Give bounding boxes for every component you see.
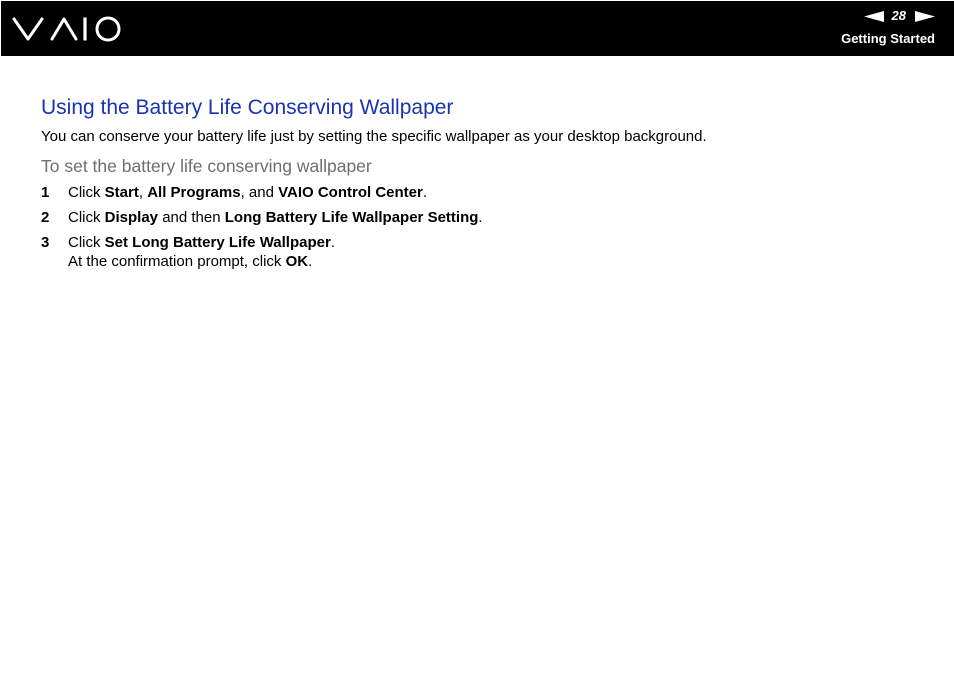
step-text: ,	[138, 184, 148, 201]
step-3	[41, 234, 921, 272]
menu-display: Display	[104, 209, 159, 226]
page-header	[1, 1, 954, 56]
intro-paragraph: You can conserve your battery life just by setting the specific wallpaper as your desktop background.	[41, 128, 707, 145]
step-number: 1	[41, 184, 50, 201]
prev-arrow-icon[interactable]	[864, 11, 884, 22]
step-number: 2	[41, 209, 50, 226]
step-number: 3	[41, 234, 50, 251]
page-title: Using the Battery Life Conserving Wallpaper	[41, 96, 454, 119]
procedure-heading: To set the battery life conserving wallpaper	[41, 156, 372, 176]
step-text: Click	[68, 234, 105, 251]
ok-button-ref: OK	[285, 253, 309, 270]
step-text: At the confirmation prompt, click	[68, 253, 286, 270]
step-text: and then	[158, 209, 225, 226]
step-2	[41, 209, 921, 227]
section-title: Getting Started	[841, 31, 935, 46]
vaio-logo	[12, 14, 124, 44]
step-1	[41, 184, 921, 202]
menu-all-programs: All Programs	[147, 184, 241, 201]
menu-start: Start	[104, 184, 139, 201]
page-number: 28	[891, 8, 906, 23]
page-navigation	[864, 8, 935, 24]
step-text: .	[422, 184, 428, 201]
menu-vaio-control-center: VAIO Control Center	[278, 184, 423, 201]
menu-set-long-battery-life-wallpaper: Set Long Battery Life Wallpaper	[104, 234, 331, 251]
page-content	[41, 95, 921, 279]
step-text: .	[308, 253, 313, 270]
step-text: , and	[240, 184, 279, 201]
steps-list	[41, 184, 921, 272]
step-text: Click	[68, 209, 105, 226]
step-text: .	[478, 209, 483, 226]
step-text: Click	[68, 184, 105, 201]
next-arrow-icon[interactable]	[915, 11, 935, 22]
menu-long-battery-life-wallpaper-setting: Long Battery Life Wallpaper Setting	[224, 209, 479, 226]
step-note	[68, 252, 921, 272]
step-text: .	[330, 234, 335, 251]
